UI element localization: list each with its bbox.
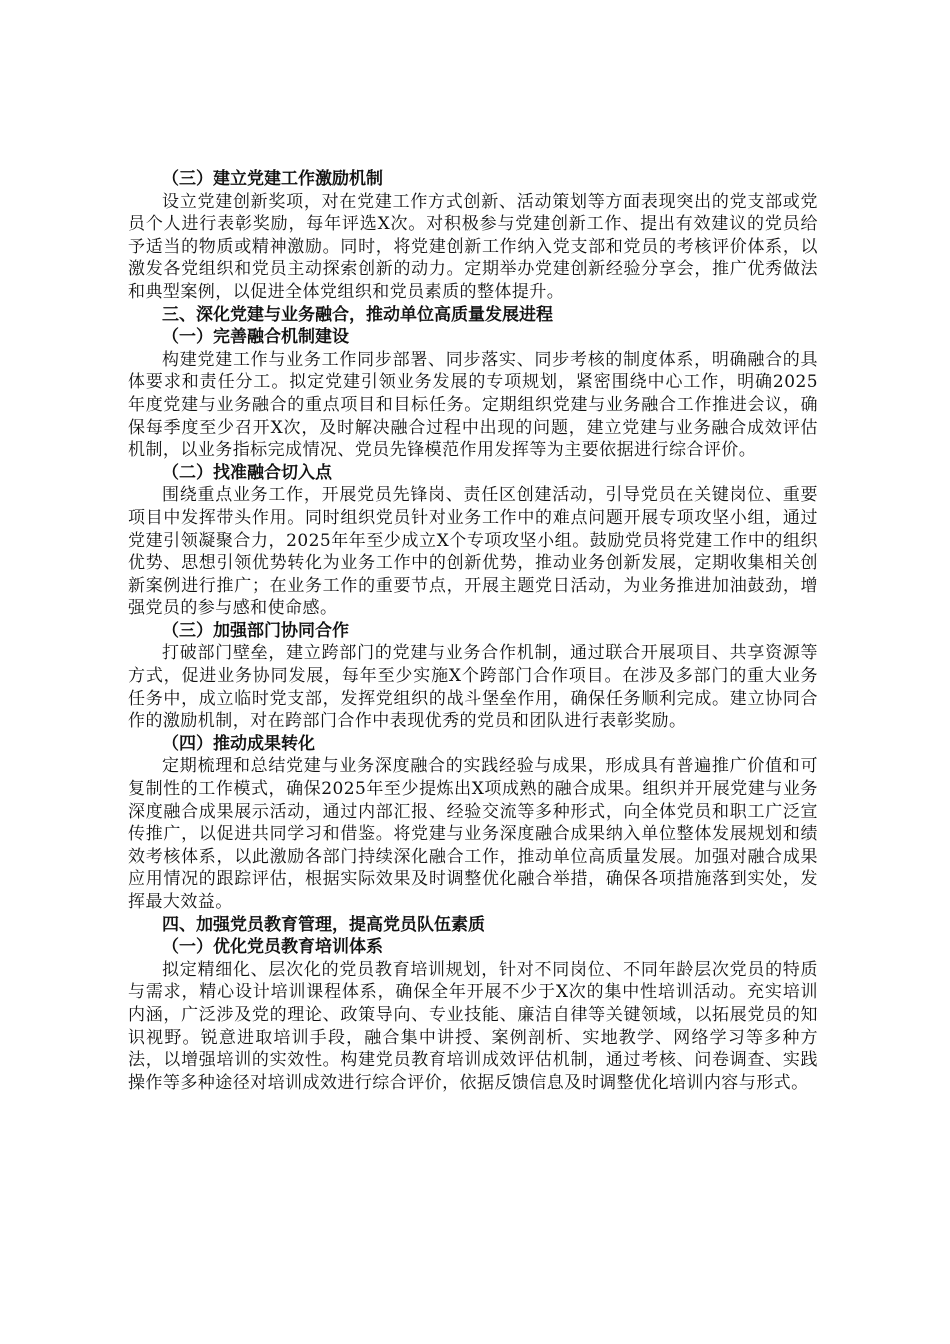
paragraph-training: 拟定精细化、层次化的党员教育培训规划，针对不同岗位、不同年龄层次党员的特质与需求，精心设计培训课程体系，确保全年开展不少于X次的集中性培训活动。充实培训内涵，广泛涉及党的理论、政策导向、专业技能、廉洁自律等关键领域，以拓展党员的知识视野。锐意进取培训手段，融合集中讲授、案例剖析、实地教学、网络学习等多种方法，以增强培训的实效性。构建党员教育培训成效评估机制，通过考核、问卷调查、实践操作等多种途径对培训成效进行综合评价，依据反馈信息及时调整优化培训内容与形式。	[128, 959, 818, 1093]
paragraph-collaboration: 打破部门壁垒，建立跨部门的党建与业务合作机制，通过联合开展项目、共享资源等方式，促进业务协同发展，每年至少实施X个跨部门合作项目。在涉及多部门的重大业务任务中，成立临时党支部，发挥党组织的战斗堡垒作用，确保任务顺利完成。建立协同合作的激励机制，对在跨部门合作中表现优秀的党员和团队进行表彰奖励。	[128, 643, 818, 732]
section-heading-3-3b: （三）加强部门协同合作	[162, 620, 349, 641]
paragraph-incentive: 设立党建创新奖项，对在党建工作方式创新、活动策划等方面表现突出的党支部或党员个人进行表彰奖励，每年评选X次。对积极参与党建创新工作、提出有效建议的党员给予适当的物质或精神激励。同时，将党建创新工作纳入党支部和党员的考核评价体系，以激发各党组织和党员主动探索创新的动力。定期举办党建创新经验分享会，推广优秀做法和典型案例，以促进全体党组织和党员素质的整体提升。	[128, 191, 818, 302]
section-heading-3-1: （一）完善融合机制建设	[162, 327, 349, 348]
section-heading-4-1: （一）优化党员教育培训体系	[162, 937, 383, 958]
document-body	[128, 168, 818, 1094]
paragraph-entry-point: 围绕重点业务工作，开展党员先锋岗、责任区创建活动，引导党员在关键岗位、重要项目中发挥带头作用。同时组织党员针对业务工作中的难点问题开展专项攻坚小组，通过党建引领凝聚合力，2025年年至少成立X个专项攻坚小组。鼓励党员将党建工作中的组织优势、思想引领优势转化为业务工作中的创新优势，推动业务创新发展，定期收集相关创新案例进行推广；在业务工作的重要节点，开展主题党日活动，为业务推进加油鼓劲，增强党员的参与感和使命感。	[128, 485, 818, 619]
section-heading-3-3: （三）建立党建工作激励机制	[162, 169, 383, 189]
chapter-heading-3: 三、深化党建与业务融合，推动单位高质量发展进程	[162, 304, 553, 325]
paragraph-mechanism: 构建党建工作与业务工作同步部署、同步落实、同步考核的制度体系，明确融合的具体要求和责任分工。拟定党建引领业务发展的专项规划，紧密围绕中心工作，明确2025年度党建与业务融合的重点项目和目标任务。定期组织党建与业务融合工作推进会议，确保每季度至少召开X次，及时解决融合过程中出现的问题，建立党建与业务融合成效评估机制，以业务指标完成情况、党员先锋模范作用发挥等为主要依据进行综合评价。	[128, 349, 818, 461]
chapter-heading-4: 四、加强党员教育管理，提高党员队伍素质	[162, 914, 485, 935]
section-heading-3-2: （二）找准融合切入点	[162, 462, 332, 483]
section-heading-3-4: （四）推动成果转化	[162, 733, 315, 754]
paragraph-results: 定期梳理和总结党建与业务深度融合的实践经验与成果，形成具有普遍推广价值和可复制性的工作模式，确保2025年至少提炼出X项成熟的融合成果。组织并开展党建与业务深度融合成果展示活动，通过内部汇报、经验交流等多种形式，向全体党员和职工广泛宣传推广，以促进共同学习和借鉴。将党建与业务深度融合成果纳入单位整体发展规划和绩效考核体系，以此激励各部门持续深化融合工作，推动单位高质量发展。加强对融合成果应用情况的跟踪评估，根据实际效果及时调整优化融合举措，确保各项措施落到实处，发挥最大效益。	[128, 756, 818, 912]
